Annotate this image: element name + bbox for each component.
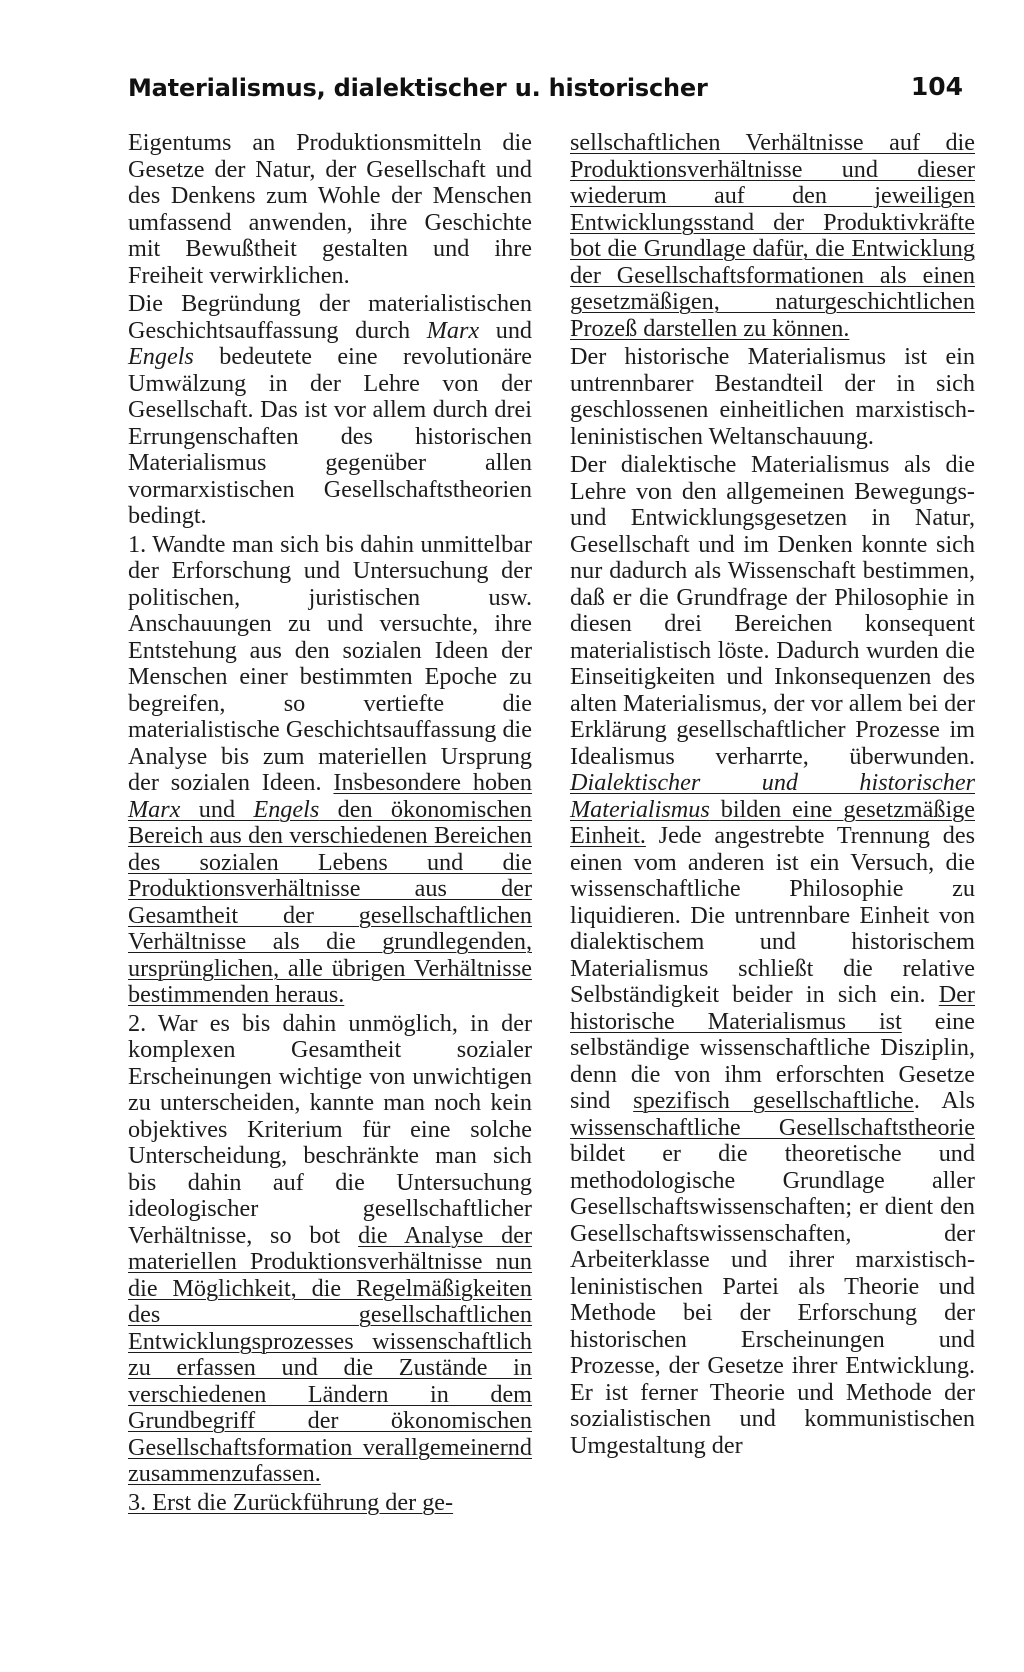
paragraph xyxy=(570,130,975,342)
page-header xyxy=(128,74,963,114)
underlined-italic-text: Dialektischer und historischer Materialismus xyxy=(570,769,975,823)
paragraph: Eigentums an Produktionsmitteln die Gesetze der Natur, der Gesellschaft und des Denkens zum Wohle der Menschen umfassend anwenden, ihre Geschichte mit Bewußtheit gestalten und ihre Freiheit verwirklichen. xyxy=(128,129,532,289)
paragraph xyxy=(128,291,532,530)
underlined-text: Insbesondere hoben xyxy=(333,769,532,796)
underlined-text: sellschaftlichen Verhältnisse auf die Produktionsverhältnisse und dieser wiederum auf den jeweiligen Entwicklungsstand der Produktivkräfte bot die Grundlage dafür, die Entwicklung der Gesellschaftsformationen als einen gesetzmäßigen, naturgeschichtlichen Prozeß darstellen zu können. xyxy=(570,129,975,342)
paragraph xyxy=(128,1011,532,1488)
text-run: Die Begründung der materialistischen Geschichtsauffassung durch xyxy=(128,290,532,344)
underlined-text: den ökonomischen Bereich aus den verschiedenen Bereichen des sozialen Lebens und die Produktionsverhältnisse aus der Gesamtheit der gesellschaftlichen Verhältnisse als die grundlegenden, ursprünglichen, alle übrigen Verhältnisse bestimmenden heraus. xyxy=(128,795,533,1008)
underlined-text: bilden eine gesetzmäßige Einheit. xyxy=(570,795,975,849)
page-number: 104 xyxy=(910,72,963,101)
underlined-text: wissenschaftliche Gesellschaftstheorie xyxy=(570,1113,975,1141)
running-head: Materialismus, dialektischer u. historischer xyxy=(128,74,708,102)
text-run: 1. Wandte man sich bis dahin unmittelbar der Erforschung und Untersuchung der politischen, juristischen usw. Anschauungen zu und versuchte, ihre Entstehung aus den sozialen Ideen der Menschen einer bestimmten Epoche zu begreifen, so vertiefte die materialistische Geschichtsauffassung die Analyse bis zum materiellen Ursprung der sozialen Ideen. xyxy=(128,530,532,796)
text-run: eine selbständige wissenschaftliche Disziplin, denn die von ihm erforschten Gesetze sind xyxy=(570,1007,975,1114)
underlined-text: spezifisch gesellschaftliche xyxy=(633,1087,914,1114)
right-column xyxy=(570,130,975,1459)
text-run: bedeutete eine revolutionäre Umwälzung in der Lehre von der Gesellschaft. Das ist vor allem durch drei Errungenschaften des historischen Materialismus gegenüber allen vormarxistischen Gesellschaftstheorien bedingt. xyxy=(128,343,532,529)
author-name: Marx xyxy=(128,795,181,823)
text-run: und xyxy=(479,316,532,344)
text-run: bildet er die theoretische und methodologische Grundlage aller Gesellschaftswissenschaften; er dient den Gesellschaftswissenschaften, der Arbeiterklasse und ihrer marxistisch-leninistischen Partei als Theorie und Methode bei der Erforschung der historischen Erscheinungen und Prozesse, der Gesetze ihrer Entwicklung. Er ist ferner Theorie und Methode der sozialistischen und kommunistischen Umgestaltung der xyxy=(570,1140,975,1459)
paragraph xyxy=(128,1490,532,1517)
left-column xyxy=(128,130,532,1516)
text-run: Der dialektische Materialismus als die Lehre von den allgemeinen Bewegungs- und Entwicklungsgesetzen in Natur, Gesellschaft und im Denken konnte sich nur dadurch als Wissenschaft bestimmen, daß er die Grundfrage der Philosophie in diesen drei Bereichen konsequent materialistisch löste. Dadurch wurden die Einseitigkeiten und Inkonsequenzen des alten Materialismus, der vor allem bei der Erklärung gesellschaftlicher Prozesse im Idealismus verharrte, überwunden. xyxy=(570,451,975,770)
author-name: Engels xyxy=(253,795,320,823)
underlined-text: die Analyse der materiellen Produktionsverhältnisse nun die Möglichkeit, die Regelmäßigkeiten des gesellschaftlichen Entwicklungsprozesses wissenschaftlich zu erfassen und die Zustände in verschiedenen Ländern in dem Grundbegriff der ökonomischen Gesellschaftsformation verallgemeinernd zusammenzufassen. xyxy=(128,1221,533,1487)
paragraph: Der historische Materialismus ist ein untrennbarer Bestandteil der in sich geschlossenen einheitlichen marxistisch-leninistischen Weltanschauung. xyxy=(570,343,975,450)
text-run: . Als xyxy=(913,1087,976,1114)
paragraph xyxy=(128,532,532,1009)
text-run: Jede angestrebte Trennung des einen vom anderen ist ein Versuch, die wissenschaftliche Philosophie zu liquidieren. Die untrennbare Einheit von dialektischem und historischem Materialismus schließt die relative Selbständigkeit beider in sich ein. xyxy=(570,822,975,1008)
paragraph xyxy=(570,452,975,1459)
underlined-text: 3. Erst die Zurückführung der ge- xyxy=(128,1488,454,1516)
author-name: Engels xyxy=(128,343,194,370)
author-name: Marx xyxy=(426,316,480,344)
text-run: 2. War es bis dahin unmöglich, in der komplexen Gesamtheit sozialer Erscheinungen wichtige von unwichtigen zu unterscheiden, kannte man noch kein objektives Kriterium für eine solche Unterscheidung, beschränkte man sich bis dahin auf die Untersuchung ideologischer gesellschaftlicher Verhältnisse, so bot xyxy=(128,1009,532,1249)
underlined-text: Der historische Materialismus ist xyxy=(570,981,975,1035)
underlined-text: und xyxy=(180,795,254,823)
